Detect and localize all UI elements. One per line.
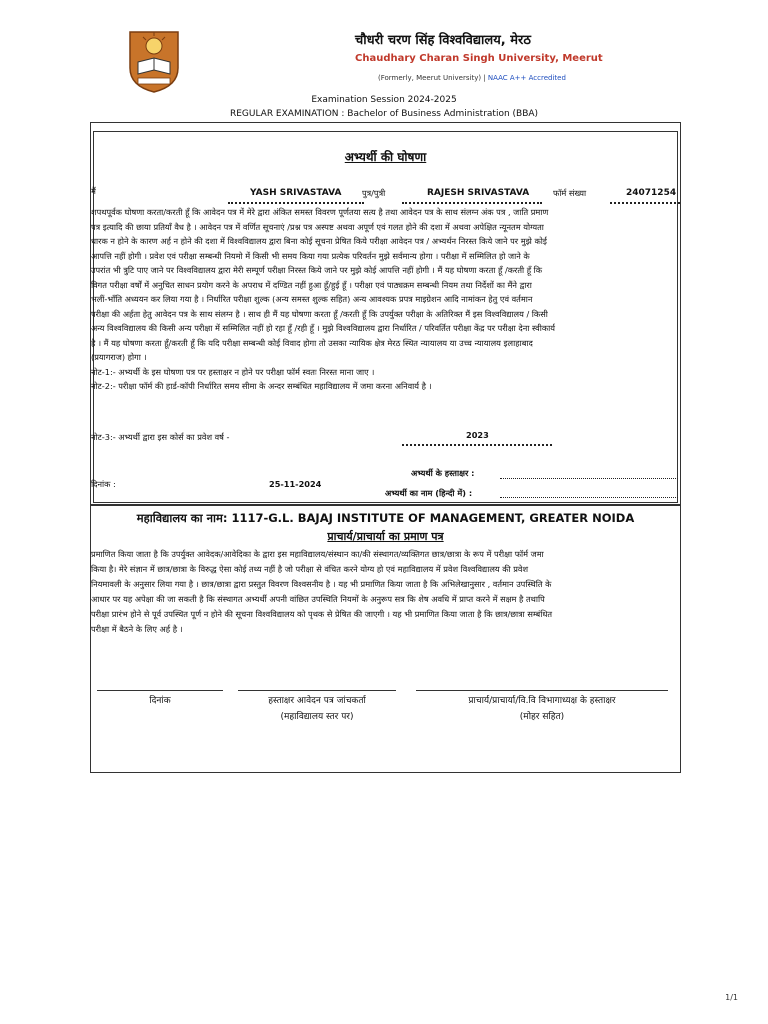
exam-session: Examination Session 2024-2025 bbox=[311, 95, 457, 105]
declaration-line: आपत्ति नहीं होगी । प्रवेश एवं परीक्षा सम्बन्धी नियमो में किसी भी समय किया गया प्रत्येक परिवर्तन मुझे सर्वमान्य होगा । परीक्षा में सम्मिलित हो जाने के bbox=[91, 250, 530, 261]
note-3-label: नोट-3:- अभ्यर्थी द्वारा इस कोर्स का प्रवेश वर्ष - bbox=[91, 432, 230, 442]
university-logo bbox=[126, 28, 182, 94]
declaration-line: अन्य विश्वविद्यालय की किसी अन्य परीक्षा में सम्मिलित नहीं हो रहा हूँ /रही हूँ । मुझे विश्वविद्यालय द्वारा निर्धारित / परिवर्तित परीक्षा केंद्र पर परीक्षा देना स्वीकार्य bbox=[91, 323, 556, 333]
certificate-line: परीक्षा प्रारंभ होने से पूर्व उपस्थित पूर्ण न होने की सूचना विश्वविद्यालय को पृथक से प्रेषित की जाएगी । यह भी प्रमाणित किया जाता है कि छात्र/छात्रा सम्बंधित bbox=[91, 609, 553, 619]
certificate-line: नियमावली के अनुसार लिया गया है । छात्र/छात्रा द्वारा प्रस्तुत विवरण विश्वसनीय है । यह भी प्रमाणित किया जाता है कि अभिलेखानुसार , वर्तमान उपस्थिति के bbox=[91, 579, 552, 589]
principal-certificate-title: प्राचार्य/प्राचार्या का प्रमाण पत्र bbox=[327, 530, 444, 543]
declaration-prefix: मैं bbox=[91, 186, 96, 196]
date-label: दिनांक : bbox=[91, 479, 116, 489]
checker-signature-line bbox=[238, 690, 396, 691]
certificate-line: आधार पर यह अपेक्षा की जा सकती है कि संस्थागत अभ्यर्थी अपनी वांछित उपस्थिति नियमों के अनुरूप सत्र कि शेष अवधि में प्राप्त करने में सक्षम है तथापि bbox=[91, 594, 545, 604]
declaration-line: विगत परीक्षा वर्षों में अनुचित साधन प्रयोग करने के अपराध में दण्डित नहीं हुआ हूँ/हुई हूँ । परीक्षा एवं पाठ्यक्रम सम्बन्धी नियम तथा निर्देशों का मैंने द्वारा bbox=[91, 279, 532, 290]
page-number: 1/1 bbox=[725, 993, 738, 1002]
candidate-name-hindi-line bbox=[500, 497, 678, 498]
form-number-label: फॉर्म संख्या bbox=[553, 188, 587, 198]
sig-checker-sublabel: (महाविद्यालय स्तर पर) bbox=[280, 712, 354, 722]
note-2: नोट-2:- परीक्षा फॉर्म की हार्ड-कॉपी निर्धारित समय सीमा के अन्दर सम्बंधित महाविद्यालय में जमा करना अनिवार्य है । bbox=[91, 381, 432, 391]
certificate-line: प्रमाणित किया जाता है कि उपर्युक्त आवेदक/आवेदिका के द्वारा इस महाविद्यालय/संस्थान का/की संस्थागत/व्यक्तिगत छात्र/छात्रा के रूप में परीक्षा फॉर्म जमा bbox=[91, 549, 544, 559]
university-name-hindi: चौधरी चरण सिंह विश्वविद्यालय, मेरठ bbox=[355, 33, 531, 48]
declaration-line: भलीं-भाँति अध्ययन कर लिया गया है । निर्धारित परीक्षा शुल्क (अन्य समस्त शुल्क सहित) अन्य आवश्यक प्रपत्र माइग्रेशन आदि नामांकन हेतु एवं वर्तमान bbox=[91, 294, 533, 304]
sig-principal-sublabel: (मोहर सहित) bbox=[519, 712, 565, 722]
declaration-line: है । मैं यह घोषणा करता हूँ/करती हूँ कि यदि परीक्षा सम्बन्धी कोई विवाद होगा तो उसका न्यायिक क्षेत्र मेरठ स्थित न्यायालय या उच्च न्यायालय इलाहाबाद bbox=[91, 337, 533, 348]
admission-year-underline bbox=[402, 444, 552, 446]
declaration-line: पत्र इत्यादि की छाया प्रतियाँ वैध है । आवेदन पत्र में वर्णित सूचनाएं /प्रश्न पत्र अस्पष्ट अथवा अपूर्ण एवं गलत होने की दशा में अथवा अपेक्षित न्यूनतम योग्यता bbox=[91, 221, 544, 232]
declaration-line: (प्रयागराज) होगा । bbox=[91, 352, 147, 362]
declaration-line: शपथपूर्वक घोषणा करता/करती हूँ कि आवेदन पत्र में मेरे द्वारा अंकित समस्त विवरण पूर्णतया सत्य है तथा आवेदन पत्र के साथ संलग्न अंक पत्र , जाति प्रमाण bbox=[91, 207, 549, 217]
formerly-text: (Formerly, Meerut University) bbox=[378, 74, 482, 82]
principal-certificate-box bbox=[90, 505, 681, 773]
candidate-name-hindi-label: अभ्यर्थी का नाम (हिन्दी में) : bbox=[385, 488, 473, 498]
college-name: महाविद्यालय का नाम: 1117-G.L. BAJAJ INSTITUTE OF MANAGEMENT, GREATER NOIDA bbox=[136, 511, 635, 525]
accreditation-text: NAAC A++ Accredited bbox=[487, 74, 566, 82]
date-value: 25-11-2024 bbox=[269, 479, 322, 489]
sig-principal-label: प्राचार्य/प्राचार्या/वि.वि विभागाध्यक्ष के हस्ताक्षर bbox=[468, 696, 616, 706]
father-name: RAJESH SRIVASTAVA bbox=[427, 188, 530, 198]
certificate-line: परीक्षा में बैठने के लिए अर्ह है । bbox=[91, 624, 183, 634]
admission-year: 2023 bbox=[466, 430, 489, 440]
declaration-line: परीक्षा की अर्हता हेतु आवेदन पत्र के साथ संलग्न है । साथ ही मैं यह घोषणा करता हूँ /करती हूँ कि उपर्युक्त परीक्षा के अतिरिक्त मैं इस विश्वविद्यालय / किसी bbox=[91, 308, 548, 319]
form-number-underline bbox=[610, 202, 680, 204]
declaration-line: उपरांत भी त्रुटि पाए जाने पर विश्वविद्यालय द्वारा मेरी सम्पूर्ण परीक्षा निरस्त किये जाने पर मुझे कोई आपत्ति नहीं होगी । मैं यह घोषणा करता हूँ /करती हूँ कि bbox=[91, 265, 543, 275]
declaration-body bbox=[91, 205, 680, 394]
candidate-name: YASH SRIVASTAVA bbox=[250, 188, 342, 198]
principal-signature-line bbox=[416, 690, 668, 691]
candidate-name-underline bbox=[228, 202, 364, 204]
sig-checker-label: हस्ताक्षर आवेदन पत्र जांचकर्ता bbox=[268, 696, 366, 706]
principal-certificate-body bbox=[91, 547, 680, 637]
candidate-signature-label: अभ्यर्थी के हस्ताक्षर : bbox=[411, 468, 475, 478]
exam-name: REGULAR EXAMINATION : Bachelor of Business Administration (BBA) bbox=[229, 109, 539, 119]
declaration-title: अभ्यर्थी की घोषणा bbox=[344, 150, 427, 164]
candidate-signature-line bbox=[500, 478, 678, 479]
sig-date-label: दिनांक bbox=[149, 696, 171, 706]
declaration-line: धारक न होने के कारण अर्ह न होने की दशा में विश्वविद्यालय द्वारा बिना कोई सूचना प्रेषित किये परीक्षा आवेदन पत्र / अभ्यर्थन निरस्त किये जाने पर मुझे कोई bbox=[91, 236, 547, 246]
note-1: नोट-1:- अभ्यर्थी के इस घोषणा पत्र पर हस्ताक्षर न होने पर परीक्षा फॉर्म स्वतः निरस्त माना जाए । bbox=[91, 366, 375, 377]
university-subtitle: (Formerly, Meerut University) | NAAC A++ Accredited bbox=[378, 74, 566, 82]
father-name-underline bbox=[402, 202, 542, 204]
date-signature-line bbox=[97, 690, 223, 691]
form-number: 24071254 bbox=[626, 188, 677, 198]
relation-label: पुत्र/पुत्री bbox=[362, 188, 386, 198]
certificate-line: किया है। मेरे संज्ञान में छात्र/छात्रा के विरुद्ध ऐसा कोई तथ्य नहीं है जो परीक्षा से वंचित करने योग्य हो एवं महाविद्यालय में प्रवेश विश्वविद्यालय की प्रवेश bbox=[91, 564, 529, 574]
university-name-english: Chaudhary Charan Singh University, Meerut bbox=[355, 53, 603, 64]
